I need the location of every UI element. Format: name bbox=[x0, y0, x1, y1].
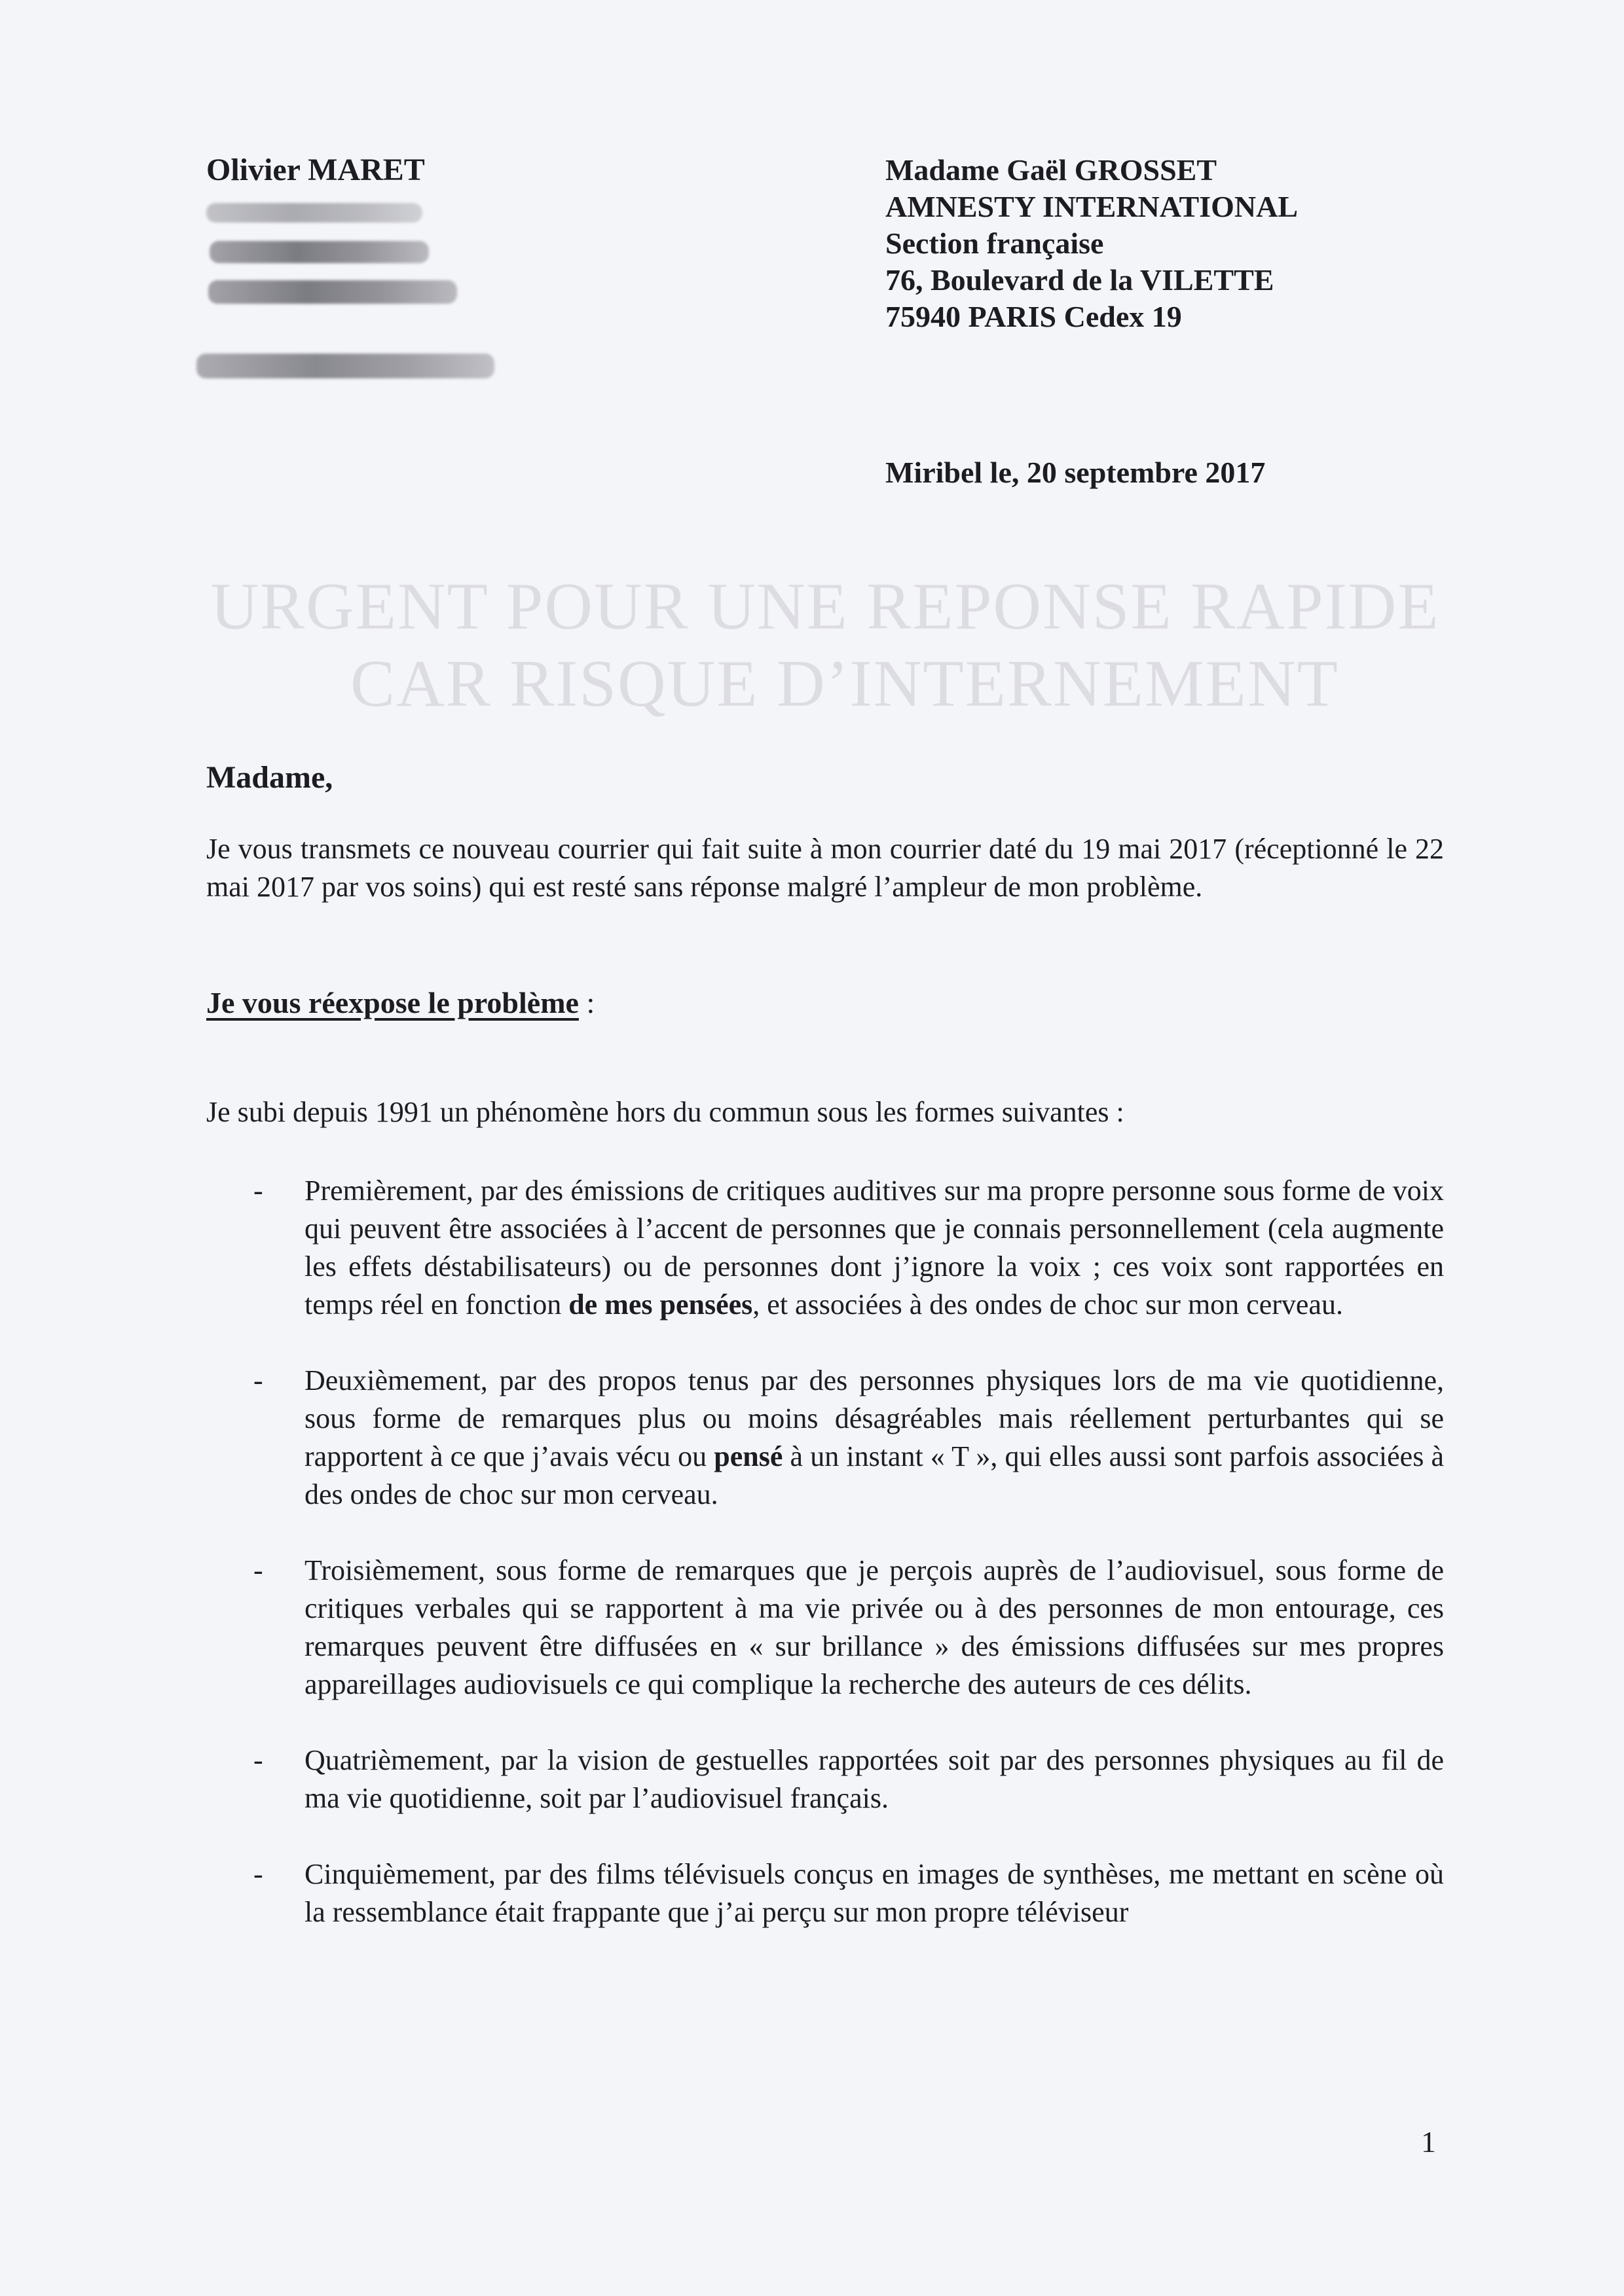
urgent-banner-line-2: CAR RISQUE D’INTERNEMENT bbox=[350, 647, 1339, 721]
redacted-address-line-1 bbox=[206, 203, 422, 223]
redacted-address-line-3 bbox=[208, 280, 457, 304]
page-number: 1 bbox=[1421, 2125, 1436, 2159]
list-item-text-end: à un instant « T », qui elles aussi sont parfois associées à des ondes de choc sur mon cerveau. bbox=[304, 1440, 1444, 1510]
list-item bbox=[206, 1552, 1444, 1704]
list-item-text: Deuxièmement, par des propos tenus par des personnes physiques lors de ma vie quotidienne, sous forme de remarques plus ou moins désagréables mais réellement perturbantes qui se rapportent à ce que j’avais vécu ou bbox=[304, 1364, 1444, 1472]
intro-sentence: Je subi depuis 1991 un phénomène hors du commun sous les formes suivantes : bbox=[206, 1096, 1124, 1128]
list-item-text: Troisièmement, sous forme de remarques que je perçois auprès de l’audiovisuel, sous forme de critiques verbales qui se rapportent à ma vie privée ou à des personnes de mon entourage, ces remarques peuvent être diffusées en « sur brillance » des émissions diffusées sur mes propres appareillages audiovisuels ce qui complique la recherche des auteurs de ces délits. bbox=[304, 1554, 1444, 1700]
urgent-banner-line-1: URGENT POUR UNE REPONSE RAPIDE bbox=[210, 570, 1440, 644]
list-item bbox=[206, 1172, 1444, 1324]
letter-date: Miribel le, 20 septembre 2017 bbox=[885, 456, 1266, 489]
list-item bbox=[206, 1362, 1444, 1514]
redacted-address-line-4 bbox=[196, 354, 494, 378]
bullet-dash: - bbox=[253, 1364, 263, 1396]
redacted-address-line-2 bbox=[210, 241, 429, 263]
bullet-dash: - bbox=[253, 1175, 263, 1207]
recipient-line: 75940 PARIS Cedex 19 bbox=[885, 300, 1182, 333]
list-item-text: Quatrièmement, par la vision de gestuelles rapportées soit par des personnes physiques au fil de ma vie quotidienne, soit par l’audiovisuel français. bbox=[304, 1744, 1444, 1814]
recipient-line: 76, Boulevard de la VILETTE bbox=[885, 263, 1274, 297]
bullet-dash: - bbox=[253, 1858, 263, 1890]
recipient-line: Section française bbox=[885, 227, 1104, 260]
sender-name: Olivier MARET bbox=[206, 153, 425, 187]
salutation: Madame, bbox=[206, 760, 333, 795]
recipient-address bbox=[885, 152, 1298, 335]
bullet-dash: - bbox=[253, 1554, 263, 1586]
section-heading-suffix: : bbox=[578, 986, 595, 1019]
list-item bbox=[206, 1741, 1444, 1817]
opening-paragraph: Je vous transmets ce nouveau courrier qui fait suite à mon courrier daté du 19 mai 2017 (réceptionné le 22 mai 2017 par vos soins) qui est resté sans réponse malgré l’ampleur de mon problème. bbox=[206, 833, 1444, 903]
recipient-line: AMNESTY INTERNATIONAL bbox=[885, 190, 1299, 223]
list-item-text: Cinquièmement, par des films télévisuels conçus en images de synthèses, me mettant en scène où la ressemblance était frappante que j’ai perçu sur mon propre téléviseur bbox=[304, 1858, 1444, 1928]
list-item-text-end: , et associées à des ondes de choc sur mon cerveau. bbox=[752, 1288, 1343, 1321]
section-heading-text: Je vous réexpose le problème bbox=[206, 986, 579, 1019]
section-heading bbox=[206, 985, 595, 1020]
list-item-text: Premièrement, par des émissions de critiques auditives sur ma propre personne sous forme de voix qui peuvent être associées à l’accent de personnes que je connais personnellement (cela augmente les effets déstabilisateurs) ou de personnes dont j’ignore la voix ; ces voix sont rapportées en temps réel en fonction bbox=[304, 1175, 1444, 1321]
list-item bbox=[206, 1855, 1444, 1931]
recipient-line: Madame Gaël GROSSET bbox=[885, 153, 1217, 187]
bullet-dash: - bbox=[253, 1744, 263, 1776]
symptom-list bbox=[206, 1172, 1444, 1969]
list-item-emphasis: de mes pensées bbox=[568, 1288, 753, 1321]
list-item-emphasis: pensé bbox=[714, 1440, 783, 1472]
